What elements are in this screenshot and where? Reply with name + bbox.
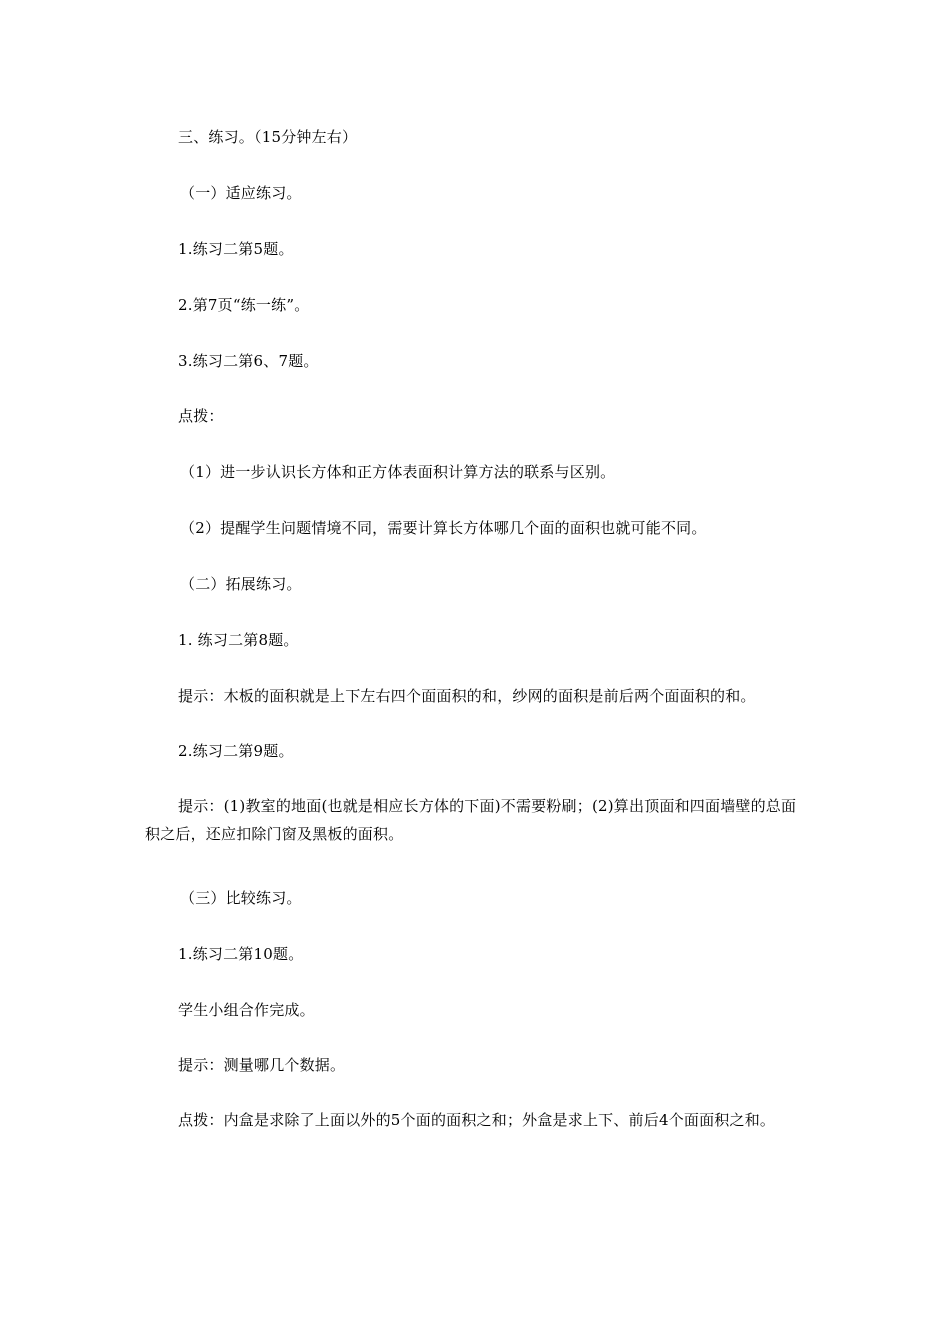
hint-3: 提示：测量哪几个数据。 <box>178 1056 346 1074</box>
extension-item-2: 2.练习二第9题。 <box>178 742 294 760</box>
guidance-point-1: （1）进一步认识长方体和正方体表面积计算方法的联系与区别。 <box>180 463 616 481</box>
hint-2: 提示：(1)教室的地面(也就是相应长方体的下面)不需要粉刷；(2)算出顶面和四面墙壁的总面积之后，还应扣除门窗及黑板的面积。 <box>145 797 797 843</box>
guidance-final: 点拨：内盒是求除了上面以外的5个面的面积之和；外盒是求上下、前后4个面面积之和。 <box>178 1111 776 1129</box>
subheading-comparison-practice: （三）比较练习。 <box>180 889 302 907</box>
guidance-point-2: （2）提醒学生问题情境不同，需要计算长方体哪几个面的面积也就可能不同。 <box>180 519 707 537</box>
item-1: 1.练习二第5题。 <box>178 240 294 258</box>
comparison-item-1: 1.练习二第10题。 <box>178 945 304 963</box>
subheading-extension-practice: （二）拓展练习。 <box>180 575 302 593</box>
subheading-adaptive-practice: （一）适应练习。 <box>180 184 302 202</box>
item-2: 2.第7页“练一练”。 <box>178 296 310 314</box>
hint-1: 提示：木板的面积就是上下左右四个面面积的和，纱网的面积是前后两个面面积的和。 <box>178 687 756 705</box>
group-work-note: 学生小组合作完成。 <box>178 1001 315 1019</box>
extension-item-1: 1. 练习二第8题。 <box>178 631 299 649</box>
section-heading-practice: 三、练习。（15分钟左右） <box>178 128 358 146</box>
item-3: 3.练习二第6、7题。 <box>178 352 319 370</box>
guidance-label: 点拨： <box>178 407 224 425</box>
